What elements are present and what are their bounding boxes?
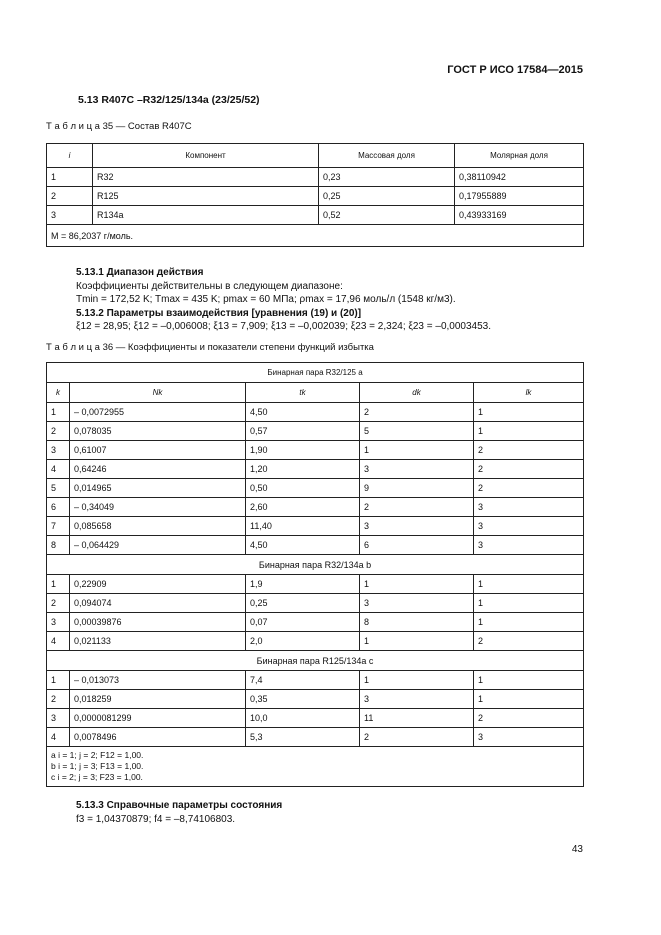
table-row: [47, 632, 584, 651]
footnote-b: b i = 1; j = 3; F13 = 1,00.: [51, 761, 144, 771]
table-cell: 1: [474, 690, 584, 709]
table-row: [47, 575, 584, 594]
section-5-13-3: [76, 799, 282, 826]
table-cell: 1,9: [246, 575, 360, 594]
document-header: ГОСТ Р ИСО 17584—2015: [447, 64, 583, 76]
pair3-title: Бинарная пара R125/134a c: [47, 651, 584, 671]
table-cell: 0,25: [319, 187, 455, 206]
table-row: [47, 594, 584, 613]
table-cell: 2: [474, 441, 584, 460]
table-cell: 3: [474, 517, 584, 536]
table-cell: 0,50: [246, 479, 360, 498]
table-cell: 3: [47, 206, 93, 225]
table-row: [47, 479, 584, 498]
table-cell: R134a: [93, 206, 319, 225]
table-cell: 2,0: [246, 632, 360, 651]
table-cell: 3: [360, 517, 474, 536]
table-cell: 1: [474, 403, 584, 422]
table-cell: 0,078035: [70, 422, 246, 441]
table-cell: 7,4: [246, 671, 360, 690]
table-cell: 2: [360, 498, 474, 517]
table-cell: 9: [360, 479, 474, 498]
table-row: [47, 187, 584, 206]
table-cell: 2: [474, 460, 584, 479]
table-cell: 3: [474, 728, 584, 747]
table-row: [47, 709, 584, 728]
section-5-13-3-title: 5.13.3 Справочные параметры состояния: [76, 800, 283, 811]
table-cell: 3: [47, 709, 70, 728]
table-cell: 1: [360, 671, 474, 690]
table35-header-i: i: [47, 144, 93, 168]
table-cell: 3: [474, 536, 584, 555]
table-cell: 4,50: [246, 403, 360, 422]
table-cell: 5,3: [246, 728, 360, 747]
table-cell: 0,018259: [70, 690, 246, 709]
table-cell: 3: [360, 460, 474, 479]
table-cell: 5: [47, 479, 70, 498]
table-row: [47, 403, 584, 422]
table-cell: 3: [360, 594, 474, 613]
range-text: Коэффициенты действительны в следующем диапазоне:: [76, 280, 343, 292]
table-cell: 2: [47, 594, 70, 613]
table36-header-lk: lk: [474, 383, 584, 403]
table-row: [47, 460, 584, 479]
table-cell: – 0,013073: [70, 671, 246, 690]
table-cell: 4: [47, 460, 70, 479]
table35-footer: M = 86,2037 г/моль.: [47, 225, 584, 247]
table-cell: 1,90: [246, 441, 360, 460]
table-row: [47, 422, 584, 441]
table-cell: 0,00039876: [70, 613, 246, 632]
table-cell: 0,38110942: [455, 168, 584, 187]
table-cell: R32: [93, 168, 319, 187]
table35-header-molar: Молярная доля: [455, 144, 584, 168]
table-cell: 1: [474, 575, 584, 594]
table36-header-tk: tk: [246, 383, 360, 403]
table-row: [47, 517, 584, 536]
table-cell: 0,57: [246, 422, 360, 441]
table-cell: 0,61007: [70, 441, 246, 460]
footnote-a: a i = 1; j = 2; F12 = 1,00.: [51, 750, 144, 760]
table-cell: 0,64246: [70, 460, 246, 479]
table-cell: 1: [360, 575, 474, 594]
table-cell: 2: [47, 187, 93, 206]
table-row: [47, 613, 584, 632]
table-cell: 1: [47, 671, 70, 690]
table-row: [47, 441, 584, 460]
table-cell: 0,35: [246, 690, 360, 709]
table-cell: 0,43933169: [455, 206, 584, 225]
pair1-rows: [47, 403, 584, 555]
table-cell: 1: [47, 168, 93, 187]
table-cell: 1,20: [246, 460, 360, 479]
table-cell: 0,25: [246, 594, 360, 613]
table-cell: 8: [47, 536, 70, 555]
table-cell: 0,22909: [70, 575, 246, 594]
table36-caption: Т а б л и ц а 36 — Коэффициенты и показатели степени функций избытка: [46, 342, 374, 353]
table36-header-dk: dk: [360, 383, 474, 403]
table-cell: 2,60: [246, 498, 360, 517]
table36-footnotes: [47, 747, 584, 787]
table-cell: 11: [360, 709, 474, 728]
table-cell: R125: [93, 187, 319, 206]
table-cell: 0,094074: [70, 594, 246, 613]
table-cell: 2: [47, 690, 70, 709]
footnote-c: c i = 2; j = 3; F23 = 1,00.: [51, 772, 143, 782]
table-cell: 11,40: [246, 517, 360, 536]
table-cell: 2: [360, 728, 474, 747]
table-row: [47, 206, 584, 225]
table-cell: 4,50: [246, 536, 360, 555]
table-cell: 1: [47, 575, 70, 594]
reference-parameters: f3 = 1,04370879; f4 = –8,74106803.: [76, 813, 236, 825]
table-cell: 2: [474, 632, 584, 651]
range-values: Tmin = 172,52 K; Tmax = 435 K; pmax = 60 МПа; ρmax = 17,96 моль/л (1548 кг/м3).: [76, 294, 456, 305]
table-cell: 1: [474, 594, 584, 613]
table-cell: 1: [474, 613, 584, 632]
table-cell: 1: [360, 441, 474, 460]
table35-header-mass: Массовая доля: [319, 144, 455, 168]
table-row: [47, 690, 584, 709]
table-row: [47, 498, 584, 517]
table-cell: – 0,064429: [70, 536, 246, 555]
table-cell: 4: [47, 728, 70, 747]
table-cell: 3: [47, 441, 70, 460]
section-5-13-1-title: 5.13.1 Диапазон действия: [76, 267, 204, 278]
table-cell: 3: [360, 690, 474, 709]
table-cell: 0,085658: [70, 517, 246, 536]
table-cell: 6: [360, 536, 474, 555]
table36-header-k: k: [47, 383, 70, 403]
table-cell: 4: [47, 632, 70, 651]
table36: [46, 362, 584, 787]
table-row: [47, 671, 584, 690]
interaction-parameters: ξ12 = 28,95; ξ12 = –0,006008; ξ13 = 7,909; ξ13 = –0,002039; ξ23 = 2,324; ξ23 = –0,0003453.: [76, 321, 491, 332]
table-cell: 0,021133: [70, 632, 246, 651]
table35-caption: Т а б л и ц а 35 — Состав R407C: [46, 121, 192, 132]
table-cell: 2: [474, 479, 584, 498]
page-number: 43: [571, 844, 583, 855]
table-cell: 10,0: [246, 709, 360, 728]
section-5-13-2-title: 5.13.2 Параметры взаимодействия [уравнения (19) и (20)]: [76, 307, 362, 319]
table-cell: 0,23: [319, 168, 455, 187]
table-cell: 0,0078496: [70, 728, 246, 747]
table-cell: 0,07: [246, 613, 360, 632]
table-cell: – 0,0072955: [70, 403, 246, 422]
pair3-rows: [47, 671, 584, 747]
table-cell: 0,52: [319, 206, 455, 225]
pair2-title: Бинарная пара R32/134a b: [47, 555, 584, 575]
table-cell: 2: [360, 403, 474, 422]
table-cell: – 0,34049: [70, 498, 246, 517]
table-cell: 3: [474, 498, 584, 517]
table-cell: 1: [474, 671, 584, 690]
table-row: [47, 168, 584, 187]
table-cell: 7: [47, 517, 70, 536]
table-cell: 1: [360, 632, 474, 651]
table-row: [47, 536, 584, 555]
table-cell: 5: [360, 422, 474, 441]
table35: [46, 143, 584, 247]
table-cell: 8: [360, 613, 474, 632]
table36-header-nk: Nk: [70, 383, 246, 403]
section-5-13-1: [76, 266, 491, 334]
table-cell: 2: [474, 709, 584, 728]
table35-header-component: Компонент: [93, 144, 319, 168]
table-cell: 6: [47, 498, 70, 517]
table-cell: 0,014965: [70, 479, 246, 498]
pair2-rows: [47, 575, 584, 651]
table-cell: 1: [474, 422, 584, 441]
table-cell: 1: [47, 403, 70, 422]
section-title: 5.13 R407C –R32/125/134a (23/25/52): [78, 94, 260, 106]
table-cell: 3: [47, 613, 70, 632]
table-row: [47, 728, 584, 747]
table-cell: 2: [47, 422, 70, 441]
table-cell: 0,0000081299: [70, 709, 246, 728]
pair1-title: Бинарная пара R32/125 a: [47, 363, 584, 383]
table-cell: 0,17955889: [455, 187, 584, 206]
